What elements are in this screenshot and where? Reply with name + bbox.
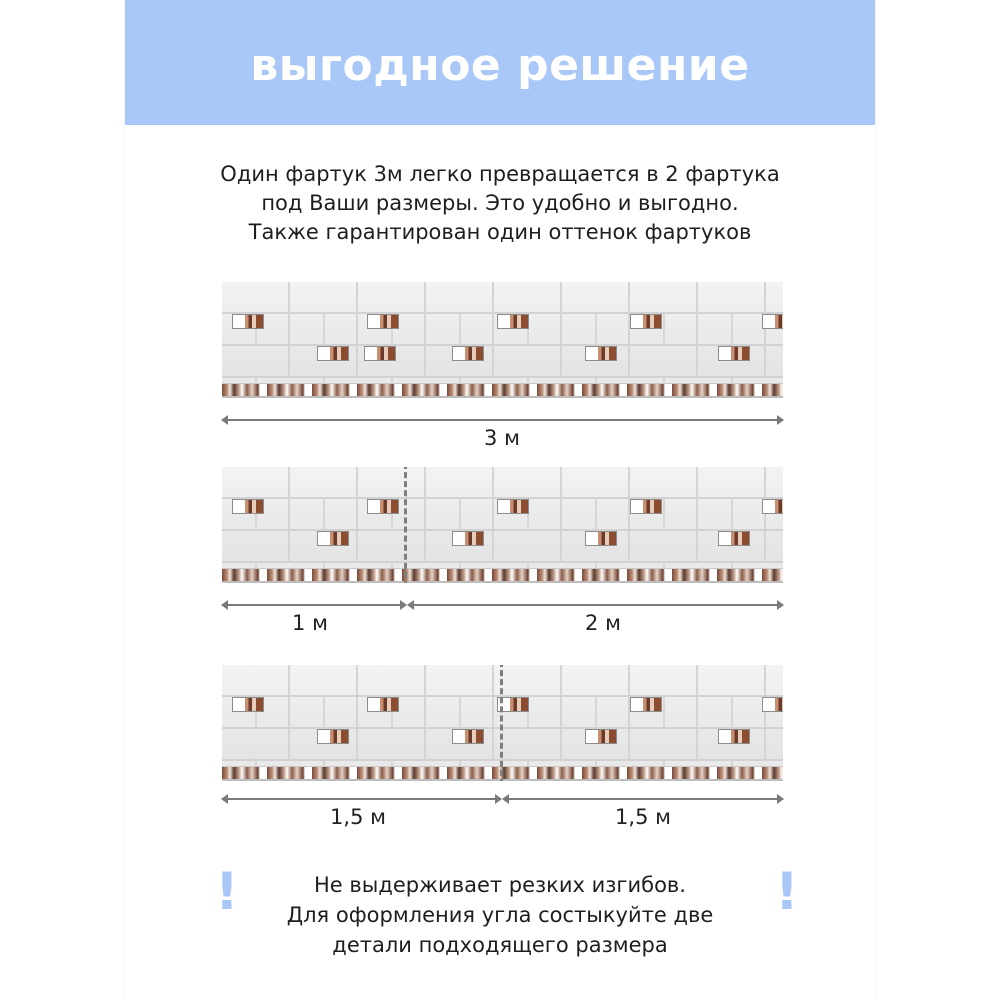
dimension-line-2m [408, 604, 783, 606]
deco-tile [762, 499, 783, 514]
deco-tile [630, 499, 662, 514]
deco-tile [367, 499, 399, 514]
deco-tile [317, 531, 349, 546]
deco-tile [497, 499, 529, 514]
exclamation-icon: ! [775, 862, 799, 922]
deco-tile [232, 697, 264, 712]
apron-panel-half [222, 665, 783, 781]
deco-tile [452, 346, 484, 361]
deco-tile [718, 729, 750, 744]
deco-tile [452, 531, 484, 546]
footer-line: детали подходящего размера [332, 933, 668, 957]
apron-panel-1-2 [222, 467, 783, 583]
dimension-line-1m [222, 604, 406, 606]
footer-line: Для оформления угла состыкуйте две [286, 903, 714, 927]
deco-tile [367, 697, 399, 712]
dimension-line-3m [222, 419, 783, 421]
cut-line [500, 665, 503, 781]
deco-tile [762, 314, 783, 329]
deco-tile [585, 729, 617, 744]
deco-tile [585, 346, 617, 361]
deco-tile [497, 314, 529, 329]
header-title: выгодное решение [250, 40, 750, 91]
deco-tile [452, 729, 484, 744]
deco-tile [585, 531, 617, 546]
intro-line: Один фартук 3м легко превращается в 2 фартука [220, 162, 780, 186]
deco-tile [232, 499, 264, 514]
deco-tile [718, 346, 750, 361]
deco-tile [718, 531, 750, 546]
dimension-label-1m: 1 м [292, 611, 328, 635]
intro-text [125, 160, 875, 247]
dimension-line-1-5m-left [222, 798, 501, 800]
footer-note [125, 870, 875, 960]
deco-tile [364, 346, 396, 361]
deco-tile [630, 314, 662, 329]
dimension-label-1-5m-left: 1,5 м [330, 805, 386, 829]
deco-tile [630, 697, 662, 712]
deco-tile [367, 314, 399, 329]
intro-line: под Ваши размеры. Это удобно и выгодно. [261, 191, 739, 215]
dimension-line-1-5m-right [503, 798, 783, 800]
deco-tile [232, 314, 264, 329]
footer-line: Не выдерживает резких изгибов. [314, 873, 686, 897]
cut-line [404, 467, 407, 583]
deco-tile [317, 729, 349, 744]
deco-tile [317, 346, 349, 361]
intro-line: Также гарантирован один оттенок фартуков [248, 220, 752, 244]
decor-strip [222, 568, 783, 581]
decor-strip [222, 383, 783, 396]
apron-panel-full [222, 282, 783, 398]
deco-tile [762, 697, 783, 712]
exclamation-icon: ! [215, 862, 239, 922]
dimension-label-2m: 2 м [585, 611, 621, 635]
dimension-label-1-5m-right: 1,5 м [615, 805, 671, 829]
dimension-label-3m: 3 м [484, 426, 520, 450]
header-banner [125, 0, 875, 125]
